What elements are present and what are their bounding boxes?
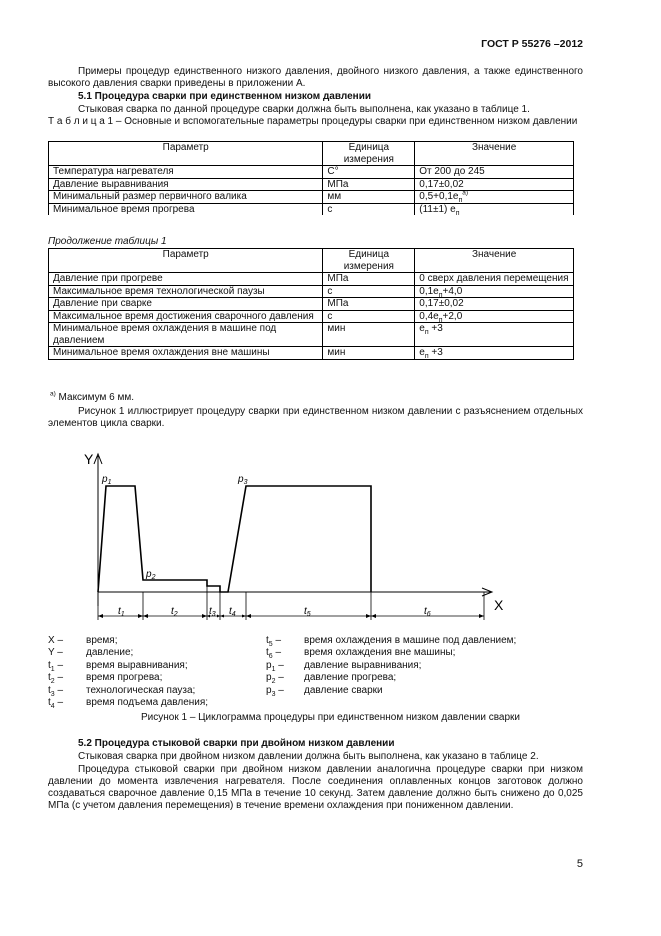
table-cell: с (323, 203, 415, 215)
legend-item: $t_6$ – время охлаждения вне машины; (266, 647, 456, 661)
subscript: п (424, 353, 429, 360)
table-cell (415, 285, 574, 298)
table-cell: с (323, 310, 415, 323)
legend-item: $t_4$ – время подъема давления; (48, 697, 209, 711)
section-5-2-title: 5.2 Процедура стыковой сварки при двойном низком давлении (78, 738, 395, 749)
table-cell: Давление при сварке (49, 298, 323, 311)
table-row (49, 323, 574, 347)
legend-item: $t_3$ – технологическая пауза; (48, 684, 196, 698)
table-row (49, 191, 574, 204)
table-cell (415, 347, 574, 360)
table-cell: Минимальный размер первичного валика (49, 191, 323, 204)
section-5-1-text: Стыковая сварка по данной процедуре сварки должна быть выполнена, как указано в таблице 1. (78, 104, 530, 115)
table-cell: Температура нагревателя (49, 166, 323, 179)
table-cell: МПа (323, 273, 415, 286)
section-5-2-text-2: Процедура стыковой сварки при двойном низком давлении аналогична процедуре сварки при низком давлении до момента извлечения нагревателя. После соединения оплавленных концов заготовок должно создаваться сварочное давление 0,15 МПа в течение 10 секунд. Затем давление должно быть снижено до 0,025 МПа (с учетом давления перемещения) в течение времени охлаждения при пониженном давлении. (48, 764, 583, 811)
label-t2: $t_2$ (171, 606, 178, 618)
table-1-header-value: Значение (415, 142, 574, 166)
table-cell: Максимальное время достижения сварочного давления (49, 310, 323, 323)
table-1-header (49, 142, 574, 166)
table-cell: Минимальное время прогрева (49, 203, 323, 215)
table-cell (415, 323, 574, 347)
table-cell: Минимальное время охлаждения в машине под давлением (49, 323, 323, 347)
table-cell: МПа (323, 178, 415, 191)
table-cell: 0 сверх давления перемещения (415, 273, 574, 286)
value-text: +2,0 (442, 310, 463, 322)
label-t3: $t_3$ (209, 606, 216, 618)
table-1-caption (48, 116, 583, 128)
table-cell: 0,17±0,02 (415, 298, 574, 311)
table-1-caption-label: Т а б л и ц а 1 (48, 116, 114, 127)
table-cell: мин (323, 347, 415, 360)
value-text: e (419, 347, 425, 358)
footnote-text: Максимум 6 мм. (55, 392, 135, 403)
intro-paragraph: Примеры процедур единственного низкого давления, двойного низкого давления, а также единственного высокого давления сварки приведены в приложении А. (48, 66, 583, 89)
y-axis-label: Y (84, 451, 94, 467)
label-t5: $t_5$ (304, 606, 311, 618)
footnote-mark: а) (50, 390, 56, 398)
table-row (49, 310, 574, 323)
legend-right (266, 635, 516, 697)
value-text: 0,1e (419, 285, 439, 297)
legend-item: $t_1$ – время выравнивания; (48, 659, 188, 673)
legend-item: $t_2$ – время прогрева; (48, 672, 163, 686)
p3-sub: 3 (243, 479, 248, 486)
table-cell (415, 310, 574, 323)
table-cell (415, 203, 574, 215)
figure-intro-paragraph: Рисунок 1 иллюстрирует процедуру сварки при единственном низком давлении с разъяснением отдельных элементов цикла сварки. (48, 406, 583, 429)
figure-1-caption: Рисунок 1 – Циклограмма процедуры при единственном низком давлении сварки (140, 712, 520, 723)
pressure-curve (98, 486, 371, 592)
table-row (49, 273, 574, 286)
table-row (49, 203, 574, 215)
subscript: п (438, 316, 443, 324)
figure-1-cyclogram (0, 440, 661, 630)
p1-letter: p (102, 474, 108, 485)
value-text: +3 (428, 347, 443, 358)
value-text: +3 (428, 323, 443, 334)
legend-item: $p_3$ – давление сварки (266, 684, 383, 698)
label-p3 (237, 474, 248, 486)
legend-item: Y – давление; (48, 647, 134, 659)
subscript: п (455, 209, 460, 217)
table-cell: мм (323, 191, 415, 204)
table-row (49, 347, 574, 360)
table-footnote (50, 392, 134, 404)
table-row (49, 178, 574, 191)
table-cell: Давление при прогреве (49, 273, 323, 286)
subscript: п (458, 197, 463, 204)
table-1-header-unit: Единица измерения (323, 142, 415, 166)
legend-item: $p_2$ – давление прогрева; (266, 672, 397, 686)
p2-letter: p (146, 569, 152, 580)
legend-item: $t_5$ – время охлаждения в машине под давлением; (266, 635, 517, 648)
legend-item: $p_1$ – давление выравнивания; (266, 659, 422, 673)
table-cell: с (323, 285, 415, 298)
table-1-continuation-caption: Продолжение таблицы 1 (48, 236, 167, 247)
legend-item: X – время; (48, 635, 118, 646)
table-cell: МПа (323, 298, 415, 311)
table-row (49, 285, 574, 298)
p2-sub: 2 (151, 574, 156, 581)
table-cell: Максимальное время технологической паузы (49, 285, 323, 298)
table-header-param: Параметр (49, 249, 323, 273)
table-1-header-param: Параметр (49, 142, 323, 166)
subscript: п (438, 291, 443, 299)
label-t6: $t_6$ (424, 606, 431, 618)
table-row (49, 166, 574, 179)
p3-letter: p (238, 474, 244, 485)
table-1 (48, 141, 574, 215)
table-cell: От 200 до 245 (415, 166, 574, 179)
table-header-value: Значение (415, 249, 574, 273)
footnote-ref: а) (462, 189, 469, 197)
table-cell: C° (323, 166, 415, 179)
value-text: e (419, 323, 425, 334)
table-row (49, 298, 574, 311)
legend-left (48, 635, 208, 709)
value-text: (11±1) e (419, 203, 456, 215)
table-cell: 0,17±0,02 (415, 178, 574, 191)
value-text: 0,5+0,1e (419, 191, 459, 202)
page-number: 5 (576, 858, 583, 870)
label-p2 (145, 569, 156, 581)
label-t1: $t_1$ (118, 606, 125, 618)
section-5-1-title: 5.1 Процедура сварки при единственном низком давлении (78, 91, 371, 102)
table-cell (415, 191, 574, 204)
label-p1 (101, 474, 112, 486)
table-header-unit: Единица измерения (323, 249, 415, 273)
document-header: ГОСТ Р 55276 –2012 (481, 38, 583, 50)
value-text: +4,0 (442, 285, 463, 297)
value-text: 0,4e (419, 310, 439, 322)
table-cell: мин (323, 323, 415, 347)
p1-sub: 1 (107, 479, 112, 486)
table-1-caption-text: – Основные и вспомогательные параметры процедуры сварки при единственном низком давлении (113, 116, 578, 127)
table-1-continued (48, 248, 574, 360)
label-t4: $t_4$ (229, 606, 236, 618)
table-cell: Давление выравнивания (49, 178, 323, 191)
table-1-cont-header (49, 249, 574, 273)
x-axis-label: X (494, 597, 504, 613)
section-5-2-text-1: Стыковая сварка при двойном низком давлении должна быть выполнена, как указано в таблице 2. (78, 751, 539, 762)
table-cell: Минимальное время охлаждения вне машины (49, 347, 323, 360)
subscript: п (424, 329, 429, 336)
